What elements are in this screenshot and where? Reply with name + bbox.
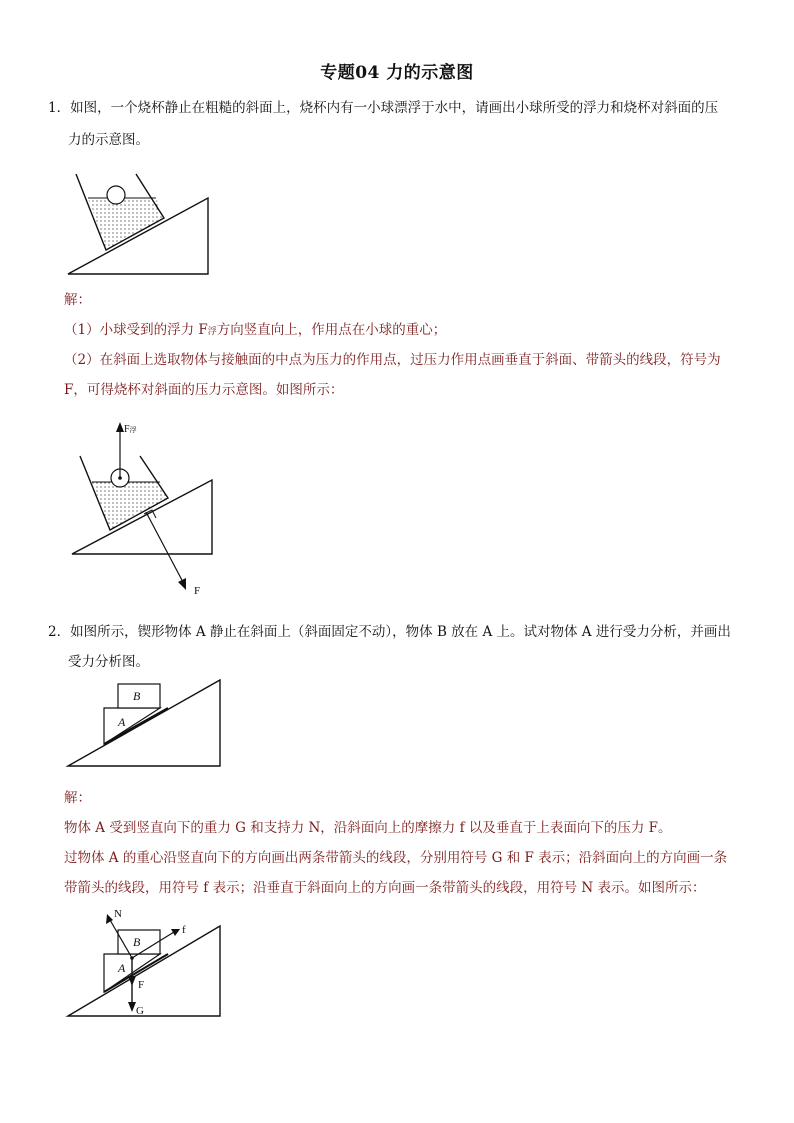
q2-solution-label: 解： [64, 790, 91, 806]
q2-answer-figure [60, 902, 230, 1022]
q1-solution-line1: （1）小球受到的浮力 F浮方向竖直向上，作用点在小球的重心； [64, 322, 447, 338]
page-title: 专题04 力的示意图 [320, 63, 474, 83]
q1-text-line1: 1．如图，一个烧杯静止在粗糙的斜面上，烧杯内有一小球漂浮于水中，请画出小球所受的浮力和烧杯对斜面的压 [48, 100, 719, 116]
q2-text-line1: 2．如图所示，锲形物体 A 静止在斜面上（斜面固定不动），物体 B 放在 A 上。试对物体 A 进行受力分析，并画出 [48, 624, 731, 640]
friction-label: f [182, 924, 186, 936]
block-b-label: B [133, 689, 141, 703]
q1-solution-line3: F，可得烧杯对斜面的压力示意图。如图所示： [64, 382, 344, 398]
block-b-label: B [133, 935, 141, 949]
pressure-label: F [194, 585, 201, 597]
gravity-arrow-head [128, 1002, 136, 1012]
buoyancy-arrow-head [116, 422, 124, 432]
block-a-label: A [118, 715, 126, 729]
q2-solution-line1: 物体 A 受到竖直向下的重力 G 和支持力 N，沿斜面向上的摩擦力 f 以及垂直于上表面向下的压力 F。 [64, 820, 672, 836]
gravity-label: G [136, 1005, 144, 1017]
q1-answer-figure [60, 410, 230, 602]
q2-text-line2: 受力分析图。 [68, 654, 149, 670]
pressure-arrow-line [146, 512, 184, 584]
q1-solution-label: 解： [64, 292, 91, 308]
q1-solution-line2: （2）在斜面上选取物体与接触面的中点为压力的作用点，过压力作用点画垂直于斜面、带箭头的线段，符号为 [64, 352, 721, 368]
q2-solution-line3: 带箭头的线段，用符号 f 表示；沿垂直于斜面向上的方向画一条带箭头的线段，用符号 N 表示。如图所示： [64, 880, 706, 896]
q2-figure [60, 676, 230, 772]
q1-figure [60, 168, 220, 280]
normal-label: N [114, 908, 122, 920]
buoyancy-label: F浮 [124, 424, 137, 435]
block-a-label: A [118, 961, 126, 975]
ball [107, 186, 125, 204]
q2-solution-line2: 过物体 A 的重心沿竖直向下的方向画出两条带箭头的线段，分别用符号 G 和 F 表示；沿斜面向上的方向画一条 [64, 850, 728, 866]
pressure-arrow-head [128, 976, 136, 986]
q1-text-line2: 力的示意图。 [68, 132, 149, 148]
pressure-label: F [138, 979, 145, 991]
